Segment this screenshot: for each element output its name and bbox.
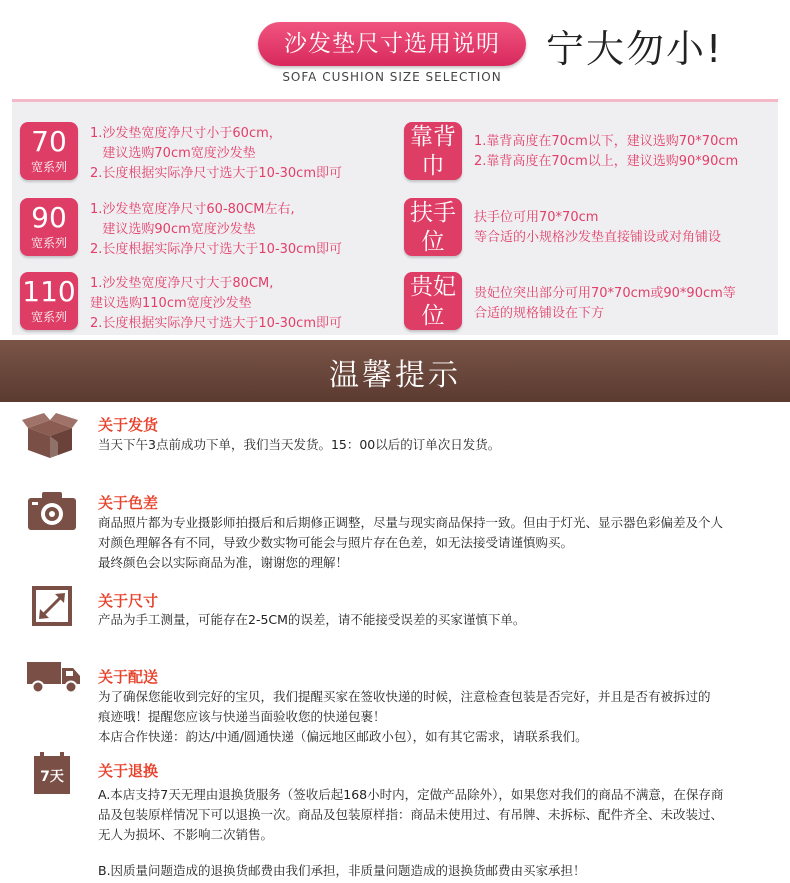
size-desc-70 (90, 124, 342, 184)
notice-title-delivery: 关于配送 (98, 668, 159, 686)
box-icon (20, 412, 80, 462)
type-card-backrest (404, 122, 462, 180)
notice-line: 无人为损坏、不影响二次销售。 (98, 827, 274, 842)
type-card-armrest (404, 198, 462, 256)
type-label: 扶手 (410, 200, 456, 226)
size-selection-panel (12, 99, 778, 335)
size-number: 70 (31, 125, 67, 158)
size-series: 宽系列 (30, 160, 67, 174)
type-label: 贵妃 (410, 274, 456, 300)
size-card-70 (20, 122, 78, 180)
type-desc-armrest (474, 208, 721, 248)
notice-line: 当天下午3点前成功下单，我们当天发货。15：00以后的订单次日发货。 (98, 437, 501, 452)
desc-line: 2.长度根据实际净尺寸选大于10-30cm即可 (90, 242, 342, 257)
size-series: 宽系列 (30, 310, 67, 324)
desc-line: 2.靠背高度在70cm以上，建议选购90*90cm (474, 154, 739, 169)
notice-line: A.本店支持7天无理由退换货服务（签收后起168小时内，定做产品除外），如果您对我们的商品不满意，在保存商 (98, 787, 724, 802)
size-number: 110 (22, 275, 76, 308)
desc-line: 1.沙发垫宽度净尺寸60-80CM左右, (90, 202, 295, 217)
type-label: 靠背 (410, 124, 456, 150)
camera-icon (26, 490, 78, 532)
desc-line: 2.长度根据实际净尺寸选大于10-30cm即可 (90, 166, 342, 181)
desc-line: 等合适的小规格沙发垫直接铺设或对角铺设 (474, 230, 722, 245)
notice-line: B.因质量问题造成的退换货邮费由我们承担，非质量问题造成的退换货邮费由买家承担！ (98, 863, 586, 878)
notice-line: 为了确保您能收到完好的宝贝，我们提醒买家在签收快递的时候，注意检查包装是否完好，并且是否有被拆过的 (98, 689, 711, 704)
type-desc-backrest (474, 132, 738, 172)
notice-line: 产品为手工测量，可能存在2-5CM的误差，请不能接受误差的买家谨慎下单。 (98, 612, 526, 627)
notice-line: 对颜色理解各有不同，导致少数实物可能会与照片存在色差，如无法接受请谨慎购买。 (98, 535, 574, 550)
size-series: 宽系列 (30, 236, 67, 250)
desc-line: 合适的规格铺设在下方 (474, 306, 605, 321)
notice-line: 商品照片都为专业摄影师拍摄后和后期修正调整，尽量与现实商品保持一致。但由于灯光、显示器色彩偏差及个人 (98, 515, 724, 530)
banner-title: 温馨提示 (329, 358, 461, 393)
desc-line: 1.靠背高度在70cm以下，建议选购70*70cm (474, 134, 739, 149)
truck-icon (26, 660, 82, 694)
notice-line: 痕迹哦！提醒您应该与快递当面验收您的快递包裹！ (98, 709, 386, 724)
desc-line: 建议选购110cm宽度沙发垫 (90, 296, 252, 311)
page-title: 沙发垫尺寸选用说明 (258, 22, 526, 66)
notice-line: 品及包装原样情况下可以退换一次。商品及包装原样指：商品未使用过、有吊牌、未拆标、配件齐全、未改装过、 (98, 807, 724, 822)
size-number: 90 (31, 201, 67, 234)
calendar-7-icon (34, 752, 70, 794)
notice-line: 最终颜色会以实际商品为准，谢谢您的理解！ (98, 555, 349, 570)
header (0, 0, 790, 90)
tips-banner (0, 340, 790, 402)
slogan: 宁大勿小! (546, 27, 724, 71)
size-desc-90 (90, 200, 342, 260)
notice-title-color: 关于色差 (98, 494, 159, 512)
ruler-icon (30, 584, 74, 628)
type-label: 位 (421, 229, 445, 255)
notice-title-size: 关于尺寸 (98, 592, 159, 610)
type-label: 位 (421, 303, 445, 329)
type-label: 巾 (421, 153, 445, 179)
desc-line: 1.沙发垫宽度净尺寸大于80CM, (90, 276, 274, 291)
desc-line: 贵妃位突出部分可用70*70cm或90*90cm等 (474, 286, 736, 301)
size-card-110 (20, 272, 78, 330)
calendar-label: 7天 (40, 769, 64, 785)
desc-line: 1.沙发垫宽度净尺寸小于60cm， (90, 126, 282, 141)
page-subtitle: SOFA CUSHION SIZE SELECTION (282, 70, 502, 84)
type-desc-chaise (474, 284, 736, 324)
desc-line: 扶手位可用70*70cm (474, 210, 599, 225)
desc-line: 建议选购70cm宽度沙发垫 (90, 146, 256, 161)
type-card-chaise (404, 272, 462, 330)
notice-title-returns: 关于退换 (98, 762, 159, 780)
desc-line: 建议选购90cm宽度沙发垫 (90, 222, 256, 237)
size-card-90 (20, 198, 78, 256)
size-desc-110 (90, 274, 342, 334)
notice-title-shipping: 关于发货 (98, 416, 159, 434)
desc-line: 2.长度根据实际净尺寸选大于10-30cm即可 (90, 316, 342, 331)
notice-line: 本店合作快递：韵达/中通/圆通快递（偏远地区邮政小包），如有其它需求，请联系我们。 (98, 729, 588, 744)
